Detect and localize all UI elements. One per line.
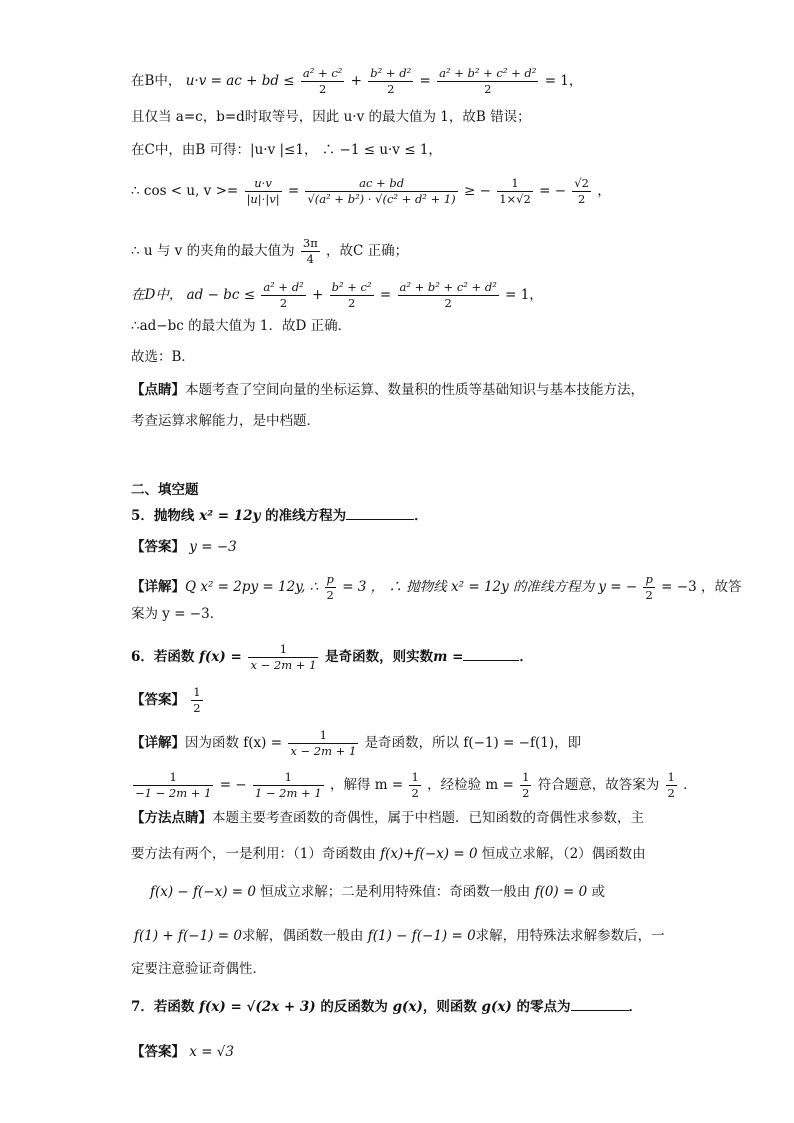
text-line: f(x) − f(−x) = 0 恒成立求解；二是利用特殊值：奇函数一般由 f(0) = 0 或	[150, 884, 605, 900]
question-5: 5．抛物线 x² = 12y 的准线方程为 ．	[131, 505, 674, 526]
text-line: 且仅当 a=c，b=d时取等号，因此 u·v 的最大值为 1，故B 错误；	[131, 109, 531, 125]
text-line: 案为 y = −3．	[131, 606, 224, 622]
fraction: $\frac{1}{2}$	[193, 685, 201, 715]
answer-5: 【答案】 y = −3	[131, 539, 237, 555]
fraction: $\frac{\text{b² + d²}}{2}$	[370, 66, 412, 96]
fraction: $\frac{1}{2}$	[411, 770, 419, 800]
text: 在B中，	[131, 73, 182, 89]
text: = 1，	[505, 287, 543, 303]
text-line: ∴ad−bc 的最大值为 1．故D 正确．	[131, 318, 352, 334]
text: ，故C 正确；	[326, 243, 409, 259]
fraction: $\frac{1}{1 - 2m + 1}$	[254, 770, 322, 800]
text: 本题考查了空间向量的坐标运算、数量积的性质等基础知识与基本技能方法，	[185, 382, 644, 398]
fraction: $\frac{3\pi}{4}$	[302, 236, 318, 266]
text: = 1，	[544, 73, 583, 89]
text-line: f(1) + f(−1) = 0求解，偶函数一般由 f(1) − f(−1) = 0求解，用特殊法求解参数后，一	[134, 928, 665, 944]
answer-7: 【答案】 x = √3	[131, 1044, 234, 1060]
detail-5: 【详解】Q x² = 2py = 12y, ∴ $\frac{p}{2}$ = 3 ， ∴ 抛物线 x² = 12y 的准线方程为 y = − $\frac{p}{2}$ = −3 ，故答	[131, 572, 742, 602]
math: ≥ −	[463, 183, 491, 199]
text-line: $\frac{1}{-1 - 2m + 1}$ = − $\frac{1}{1 - 2m + 1}$ ，解得 m = $\frac{1}{2}$ ，经检验 m = $\frac{1}{2}$ 符合题意，故答案为 $\frac{1}{2}$ ．	[135, 770, 697, 800]
fraction: $\frac{1}{1\times√2}$	[499, 176, 531, 206]
answer-blank	[346, 505, 414, 520]
detail-6: 【详解】因为函数 f(x) = $\frac{1}{x - 2m + 1}$ 是奇函数，所以 f(−1) = −f(1)，即	[131, 728, 582, 758]
text: ∴ u 与 v 的夹角的最大值为	[131, 243, 295, 259]
question-7: 7．若函数 f(x) = √(2x + 3) 的反函数为 g(x)，则函数 g(x) 的零点为 ．	[131, 996, 674, 1017]
fraction: $\frac{1}{-1 - 2m + 1}$	[135, 770, 212, 800]
text-line: 定要注意验证奇偶性．	[131, 961, 266, 977]
fraction: $\frac{√2}{2}$	[574, 176, 589, 206]
math: u·v = ac + bd ≤	[185, 73, 295, 89]
question-6: 6．若函数 f(x) = $\frac{1}{x - 2m + 1}$ 是奇函数，则实数m = ．	[131, 642, 533, 672]
answer-6: 【答案】 $\frac{1}{2}$	[131, 685, 201, 715]
note-tag: 【点睛】	[131, 382, 185, 398]
math: 在D中， ad − bc ≤	[131, 287, 256, 303]
fraction: $\frac{\text{a² + d²}}{2}$	[263, 280, 304, 310]
text-line: ∴ cos < u, v >= $\frac{u\cdot v}{|u|\cdot|v|}$ = $\frac{ac + bd}{\text{√(a² + b²) · √(c² + d² + 1)}}$ ≥ − $\frac{1}{1\times√2}$ = − $\frac{√2}{2}$ ，	[131, 176, 611, 206]
fraction: $\frac{1}{2}$	[522, 770, 530, 800]
text-line: 故选：B．	[131, 349, 195, 365]
text-line: 考查运算求解能力，是中档题．	[131, 413, 320, 429]
fraction: $\frac{\text{b² + c²}}{2}$	[331, 280, 372, 310]
text-line: 要方法有两个，一是利用：（1）奇函数由 f(x)+f(−x) = 0 恒成立求解，（2）偶函数由	[131, 846, 646, 862]
fraction: $\frac{p}{2}$	[645, 572, 653, 602]
fraction: $\frac{\text{a² + b² + c² + d²}}{2}$	[439, 66, 537, 96]
fraction: $\frac{1}{x - 2m + 1}$	[250, 642, 317, 672]
fraction: $\frac{1}{x - 2m + 1}$	[290, 728, 357, 758]
section-title: 二、填空题	[131, 482, 199, 498]
text-line: 在B中， u·v = ac + bd ≤ $\frac{\text{a² + c²}}{2}$ + $\frac{\text{b² + d²}}{2}$ = $\frac{\text{a² + b² + c² + d²}}{2}$ = 1，	[131, 66, 583, 96]
fraction: $\frac{p}{2}$	[326, 572, 334, 602]
fraction: $\frac{\text{a² + c²}}{2}$	[302, 66, 343, 96]
text-line: 在C中，由B 可得：|u·v |≤1， ∴ −1 ≤ u·v ≤ 1，	[131, 142, 442, 158]
method-note: 【方法点睛】本题主要考查函数的奇偶性，属于中档题．已知函数的奇偶性求参数，主	[131, 810, 644, 826]
note-line	[131, 380, 674, 400]
fraction: $\frac{1}{2}$	[667, 770, 675, 800]
math: ∴ cos < u, v >=	[131, 183, 239, 199]
fraction: $\frac{ac + bd}{\text{√(a² + b²) · √(c² + d² + 1)}}$	[307, 176, 456, 206]
answer-blank	[571, 996, 629, 1011]
text-line	[131, 236, 674, 267]
answer-blank	[463, 646, 519, 661]
fraction: $\frac{\text{a² + b² + c² + d²}}{2}$	[399, 280, 497, 310]
text-line: 在D中， ad − bc ≤ $\frac{\text{a² + d²}}{2}$ + $\frac{\text{b² + c²}}{2}$ = $\frac{\text{a² + b² + c² + d²}}{2}$ = 1，	[131, 280, 543, 310]
fraction: $\frac{u\cdot v}{|u|\cdot|v|}$	[246, 176, 280, 206]
